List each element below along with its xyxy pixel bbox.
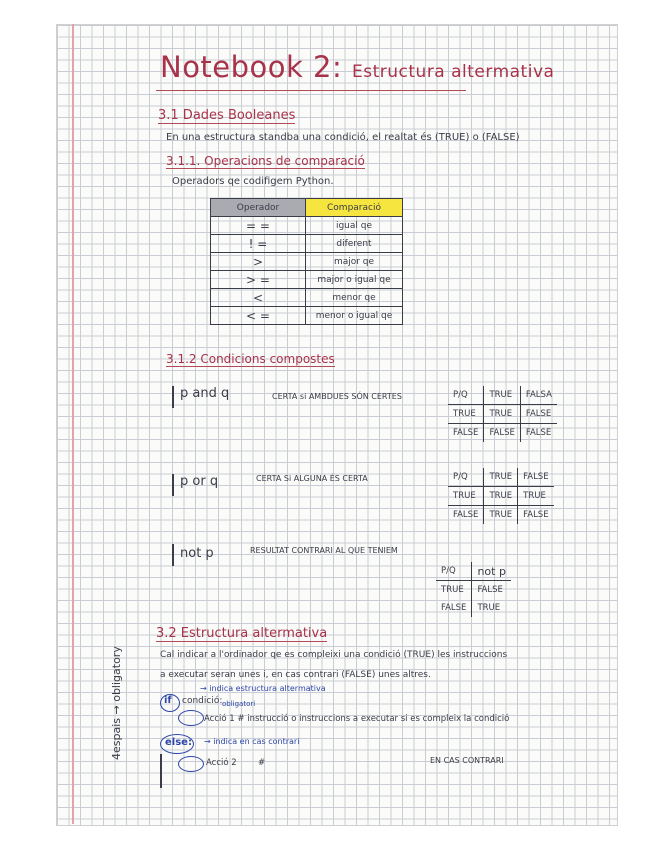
truth-cell: FALSE	[523, 510, 549, 520]
header-operador: Operador	[211, 199, 306, 217]
bracket-else-block	[160, 754, 162, 788]
bracket-or	[172, 474, 174, 496]
truth-cell: P/Q	[448, 468, 484, 487]
truth-table-or	[448, 468, 554, 524]
text-accio2: Acció 2	[206, 758, 237, 768]
expr-not: not p	[180, 546, 214, 561]
truth-cell: not p	[472, 562, 511, 581]
table-row	[211, 307, 403, 325]
meaning-cell: igual qe	[306, 217, 403, 235]
note-else: → indica en cas contrari	[204, 737, 300, 746]
truth-cell: TRUE	[436, 581, 472, 600]
keyword-if: if	[164, 695, 172, 706]
title-notebook: Notebook 2:	[160, 50, 343, 84]
desc-not: RESULTAT CONTRARI AL QUE TENIEM	[250, 546, 398, 555]
desc-or: CERTA Si ALGUNA ÉS CERTA	[256, 474, 368, 483]
oval-indent-1	[178, 710, 204, 726]
title-subject: Estructura altermativa	[352, 62, 555, 82]
table-header-row	[211, 199, 403, 217]
intro-3-1: En una estructura standba una condició, el realtat és (TRUE) o (FALSE)	[166, 132, 520, 143]
bracket-and	[172, 386, 174, 408]
margin-line	[72, 24, 74, 824]
truth-cell: TRUE	[484, 487, 518, 506]
keyword-else: else:	[165, 737, 192, 748]
meaning-cell: menor o igual qe	[306, 307, 403, 325]
truth-cell: FALSE	[436, 599, 472, 617]
truth-cell: FALSE	[525, 428, 552, 438]
note-obligatori: obligatori	[222, 700, 256, 708]
expr-or: p or q	[180, 474, 219, 489]
text-accio2-hash: #	[258, 758, 266, 768]
heading-3-2: 3.2 Estructura altermativa	[156, 626, 328, 641]
truth-cell: FALSE	[484, 424, 520, 443]
truth-cell: TRUE	[484, 386, 520, 405]
text-3-2-line1: Cal indicar a l'ordinador qe es compleixi una condició (TRUE) les instruccions	[160, 650, 508, 660]
oval-indent-2	[178, 756, 204, 772]
table-row	[211, 289, 403, 307]
operator-cell: > =	[211, 271, 306, 289]
truth-table-and	[448, 386, 557, 442]
truth-cell: P/Q	[448, 386, 484, 405]
table-row	[211, 217, 403, 235]
truth-cell: FALSE	[518, 468, 554, 487]
expr-and: p and q	[180, 386, 230, 401]
truth-cell: TRUE	[484, 506, 518, 525]
meaning-cell: diferent	[306, 235, 403, 253]
side-note-indent: 4espais → obligatory	[110, 646, 123, 760]
text-accio2-tail: EN CAS CONTRARI	[430, 756, 504, 765]
desc-and: CERTA si AMBDUES SÓN CERTES	[272, 392, 402, 401]
operator-cell: <	[211, 289, 306, 307]
table-row	[211, 235, 403, 253]
truth-cell: FALSE	[520, 405, 557, 424]
note-if: → indica estructura altermativa	[200, 684, 326, 693]
header-comparacio: Comparació	[306, 199, 403, 217]
table-row	[211, 253, 403, 271]
title-underline	[156, 90, 466, 91]
operator-cell: < =	[211, 307, 306, 325]
label-condicio: condició:	[182, 696, 223, 706]
page-title	[160, 50, 554, 84]
text-3-2-line2: a executar seran unes i, en cas contrari (FALSE) unes altres.	[160, 670, 431, 680]
heading-3-1-2: 3.1.2 Condicions compostes	[166, 352, 335, 366]
bracket-not	[172, 544, 174, 566]
truth-table-not	[436, 562, 511, 617]
heading-3-1-1: 3.1.1. Operacions de comparació	[166, 154, 365, 168]
operator-cell: >	[211, 253, 306, 271]
truth-cell: P/Q	[436, 562, 472, 581]
meaning-cell: major qe	[306, 253, 403, 271]
truth-cell: TRUE	[448, 405, 484, 424]
text-accio1: Acció 1 # instrucció o instruccions a executar si es compleix la condició	[204, 714, 510, 724]
comparison-table	[210, 198, 403, 325]
truth-cell: FALSE	[477, 585, 503, 595]
operator-cell: ! =	[211, 235, 306, 253]
truth-cell: FALSE	[448, 424, 484, 443]
truth-cell: TRUE	[484, 405, 520, 424]
operator-cell: = =	[211, 217, 306, 235]
meaning-cell: menor qe	[306, 289, 403, 307]
meaning-cell: major o igual qe	[306, 271, 403, 289]
truth-cell: TRUE	[484, 468, 518, 487]
truth-cell: FALSE	[448, 506, 484, 525]
truth-cell: TRUE	[448, 487, 484, 506]
truth-cell: FALSA	[520, 386, 557, 405]
heading-3-1: 3.1 Dades Booleanes	[158, 108, 296, 123]
table-row	[211, 271, 403, 289]
intro-3-1-1: Operadors qe codifigem Python.	[172, 176, 334, 187]
truth-cell: TRUE	[477, 603, 501, 613]
truth-cell: TRUE	[518, 487, 554, 506]
